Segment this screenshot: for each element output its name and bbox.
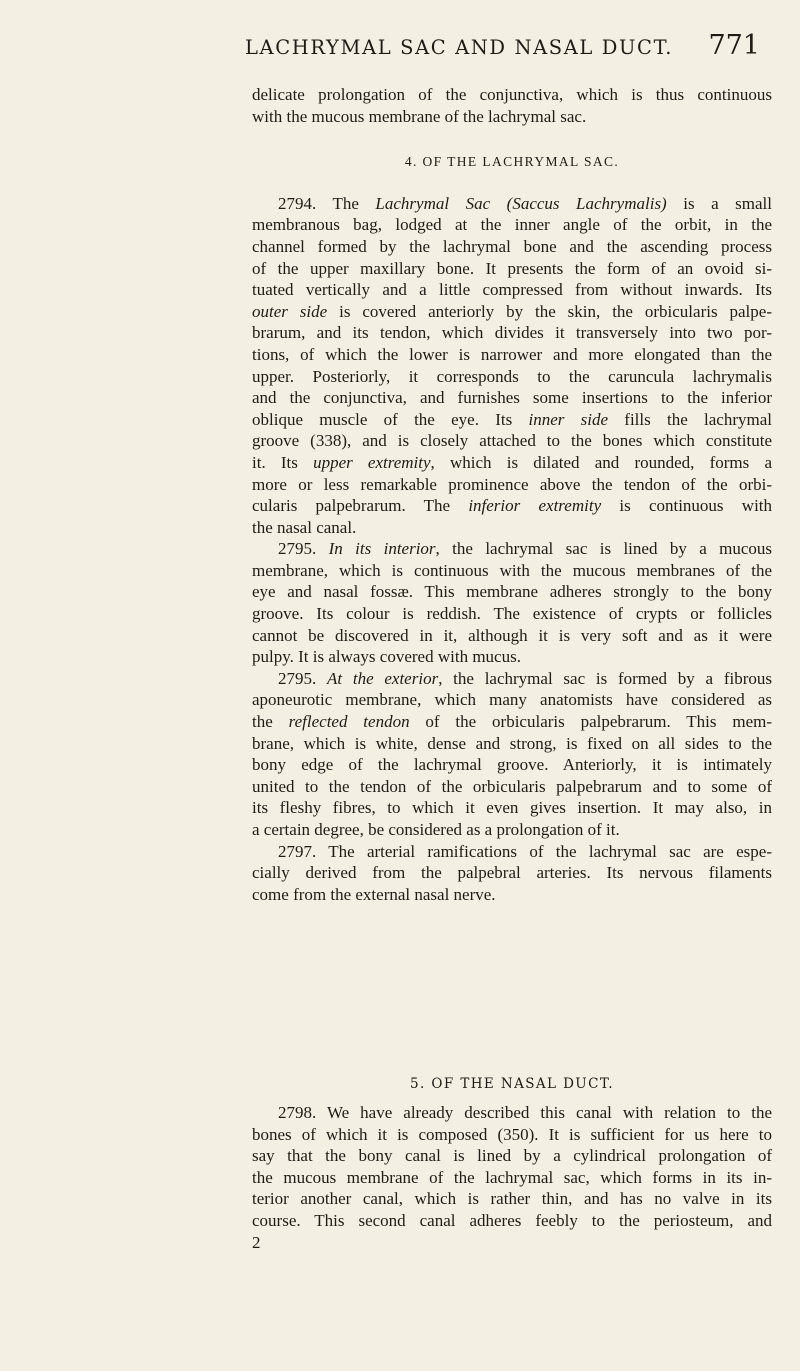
section-heading-lachrymal-sac: 4. OF THE LACHRYMAL SAC. [404, 154, 620, 170]
text-line: bony edge of the lachrymal groove. Anteriorly, it is intimately [252, 755, 772, 775]
text-line: membranous bag, lodged at the inner angle of the orbit, in the [252, 215, 772, 235]
text-line: eye and nasal fossæ. This membrane adheres strongly to the bony [252, 582, 772, 602]
italic-term: reflected tendon [288, 712, 410, 732]
paragraph-2797-line: 2797. The arterial ramifications of the lachrymal sac are espe- [278, 841, 772, 861]
text-line: of the upper maxillary bone. It presents the form of an ovoid si- [252, 258, 772, 278]
text-line: and the conjunctiva, and furnishes some insertions to the inferior [252, 388, 772, 408]
text-line: cularis palpebrarum. The inferior extremity is continuous with [252, 496, 773, 516]
text-line: oblique muscle of the eye. Its inner side fills the lachrymal [252, 409, 772, 429]
text-line: the reflected tendon of the orbicularis palpebrarum. This mem- [252, 712, 772, 732]
text-line: cially derived from the palpebral arteries. Its nervous filaments [252, 863, 772, 883]
text-block-nasal-duct [252, 1102, 772, 1253]
text-line: it. Its upper extremity, which is dilated and rounded, forms a [252, 452, 772, 472]
running-head [245, 30, 760, 66]
italic-term: inner side [528, 409, 609, 429]
text-line: tions, of which the lower is narrower and more elongated than the [252, 344, 772, 364]
text-line: upper. Posteriorly, it corresponds to the caruncula lachrymalis [252, 366, 772, 386]
text-line: the nasal canal. [252, 517, 357, 537]
text-line: say that the bony canal is lined by a cylindrical prolongation of [252, 1146, 772, 1166]
paragraph-number: 2795. [278, 539, 317, 559]
text-line: groove (338), and is closely attached to the bones which constitute [252, 431, 772, 451]
italic-term: At the exterior [327, 668, 439, 688]
italic-term: Lachrymal Sac (Saccus Lachrymalis) [375, 193, 667, 213]
paragraph-2795-line: 2795. In its interior, the lachrymal sac is lined by a mucous [278, 539, 772, 559]
italic-term: In its interior [328, 539, 436, 559]
paragraph-number: 2797. [278, 841, 317, 861]
italic-term: upper extremity [313, 452, 431, 472]
text-line: a certain degree, be considered as a prolongation of it. [252, 820, 620, 839]
paragraph-2794-line: 2794. The Lachrymal Sac (Saccus Lachrymalis) is a small [278, 193, 772, 213]
text-line: brane, which is white, dense and strong, is fixed on all sides to the [252, 733, 772, 753]
text-line: channel formed by the lachrymal bone and the ascending process [252, 236, 772, 256]
text-line: membrane, which is continuous with the mucous membranes of the [252, 560, 772, 580]
text-line: pulpy. It is always covered with mucus. [252, 647, 521, 667]
text-line: delicate prolongation of the conjunctiva, which is thus continuous [252, 85, 772, 104]
section-heading-nasal-duct: 5. OF THE NASAL DUCT. [410, 1076, 614, 1092]
signature-mark: 2 [252, 1232, 261, 1252]
text-line: united to the tendon of the orbicularis palpebrarum and to some of [252, 776, 772, 796]
text-line: cannot be discovered in it, although it is very soft and as it were [252, 625, 772, 645]
text-line: brarum, and its tendon, which divides it transversely into two por- [252, 323, 772, 343]
text-line: bones of which it is composed (350). It is sufficient for us here to [252, 1124, 772, 1144]
paragraph-number: 2794. [278, 193, 317, 213]
running-title: LACHRYMAL SAC AND NASAL DUCT. [245, 36, 674, 59]
paragraph-2798-line: 2798. We have already described this canal with relation to the [278, 1103, 772, 1122]
text-line: outer side is covered anteriorly by the skin, the orbicularis palpe- [252, 301, 772, 321]
text-line: with the mucous membrane of the lachrymal sac. [252, 106, 587, 126]
text-line: aponeurotic membrane, which many anatomists have considered as [252, 690, 772, 710]
paragraph-2795b-line: 2795. At the exterior, the lachrymal sac is formed by a fibrous [278, 668, 772, 688]
page-number: 771 [708, 30, 760, 61]
paragraph-number: 2798. [278, 1103, 317, 1122]
text-line: tuated vertically and a little compressed from without inwards. Its [252, 280, 772, 300]
text-line: its fleshy fibres, to which it even gives insertion. It may also, in [252, 798, 772, 818]
text-line: course. This second canal adheres feebly to the periosteum, and [252, 1210, 772, 1230]
text-block [252, 84, 772, 905]
text-line: the mucous membrane of the lachrymal sac, which forms in its in- [252, 1167, 772, 1187]
italic-term: inferior extremity [468, 496, 602, 516]
paragraph-number: 2795. [278, 668, 317, 688]
text-line: terior another canal, which is rather thin, and has no valve in its [252, 1189, 772, 1209]
text-line: more or less remarkable prominence above the tendon of the orbi- [252, 474, 772, 494]
text-line: groove. Its colour is reddish. The existence of crypts or follicles [252, 604, 772, 624]
text-line: come from the external nasal nerve. [252, 884, 496, 904]
italic-term: outer side [252, 301, 328, 321]
